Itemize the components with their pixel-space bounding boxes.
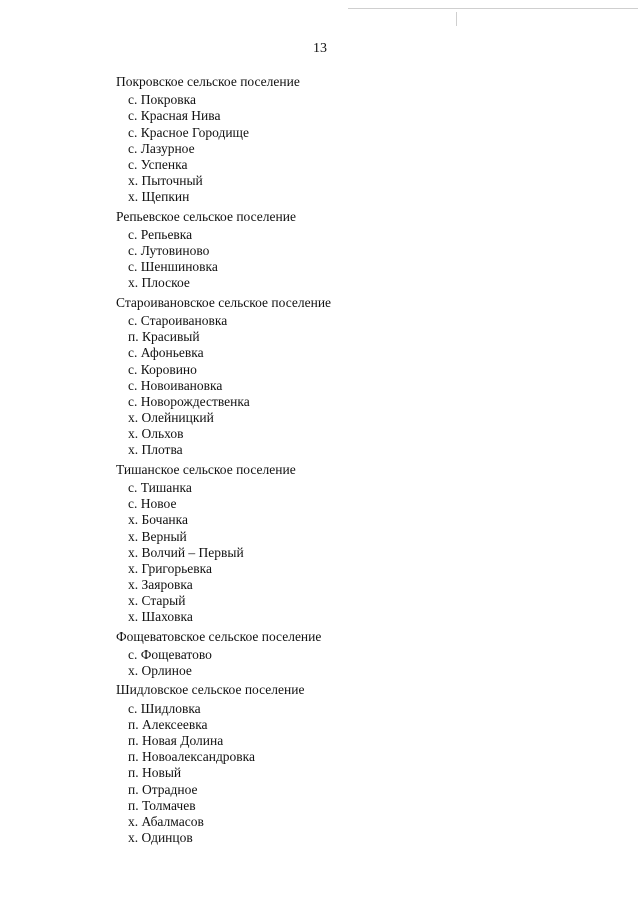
settlement-item: с. Красное Городище bbox=[128, 124, 249, 140]
settlement-item: с. Новое bbox=[128, 496, 177, 512]
settlement-list bbox=[128, 480, 596, 626]
section-title: Тишанское сельское поселение bbox=[116, 461, 296, 477]
page-number: 13 bbox=[313, 41, 327, 56]
settlement-section bbox=[116, 462, 596, 626]
settlement-item: с. Лазурное bbox=[128, 140, 195, 156]
settlement-list bbox=[128, 227, 596, 292]
scan-artifact-tick bbox=[456, 12, 457, 26]
settlement-item: с. Новорождественка bbox=[128, 393, 250, 409]
settlement-item: п. Алексеевка bbox=[128, 716, 208, 732]
settlement-section bbox=[116, 629, 596, 680]
settlement-item: х. Плотва bbox=[128, 442, 183, 458]
settlement-item: п. Толмачев bbox=[128, 797, 196, 813]
settlement-item: п. Новая Долина bbox=[128, 732, 224, 748]
settlement-item: х. Ольхов bbox=[128, 426, 184, 442]
settlement-item: х. Старый bbox=[128, 593, 186, 609]
settlement-item: х. Верный bbox=[128, 528, 187, 544]
settlement-list bbox=[128, 313, 596, 459]
section-title: Покровское сельское поселение bbox=[116, 74, 300, 89]
settlement-item: х. Волчий – Первый bbox=[128, 544, 244, 560]
settlement-item: с. Шеншиновка bbox=[128, 259, 218, 275]
settlement-item: х. Заяровка bbox=[128, 577, 193, 593]
settlement-item: х. Шаховка bbox=[128, 609, 193, 625]
settlement-item: х. Олейницкий bbox=[128, 410, 214, 426]
section-title: Шидловское сельское поселение bbox=[116, 682, 305, 698]
settlement-item: х. Бочанка bbox=[128, 512, 189, 528]
settlement-item: х. Плоское bbox=[128, 275, 190, 291]
settlement-list bbox=[128, 92, 596, 205]
scan-artifact-top-line bbox=[348, 8, 638, 9]
settlement-item: с. Новоивановка bbox=[128, 377, 223, 393]
settlement-item: х. Одинцов bbox=[128, 830, 193, 846]
settlement-section bbox=[116, 209, 596, 292]
settlement-item: с. Лутовиново bbox=[128, 243, 210, 259]
settlement-listing bbox=[116, 74, 596, 849]
section-title: Репьевское сельское поселение bbox=[116, 208, 296, 224]
settlement-list bbox=[128, 647, 596, 679]
settlement-item: п. Отрадное bbox=[128, 781, 198, 797]
settlement-item: с. Успенка bbox=[128, 157, 188, 173]
settlement-list bbox=[128, 701, 596, 847]
settlement-item: с. Фощеватово bbox=[128, 646, 212, 662]
settlement-item: п. Красивый bbox=[128, 329, 200, 345]
settlement-item: с. Покровка bbox=[128, 92, 197, 108]
settlement-item: с. Репьевка bbox=[128, 226, 193, 242]
settlement-section bbox=[116, 74, 596, 206]
settlement-item: х. Пыточный bbox=[128, 173, 203, 189]
settlement-item: х. Щепкин bbox=[128, 189, 190, 205]
section-title: Фощеватовское сельское поселение bbox=[116, 628, 322, 644]
settlement-item: х. Абалмасов bbox=[128, 813, 204, 829]
section-title: Староивановское сельское поселение bbox=[116, 294, 332, 310]
settlement-item: с. Тишанка bbox=[128, 479, 192, 495]
settlement-item: х. Орлиное bbox=[128, 663, 192, 679]
settlement-item: х. Григорьевка bbox=[128, 560, 212, 576]
settlement-item: п. Новоалександровка bbox=[128, 749, 256, 765]
settlement-section bbox=[116, 682, 596, 846]
settlement-item: с. Афоньевка bbox=[128, 345, 204, 361]
settlement-section bbox=[116, 295, 596, 459]
settlement-item: п. Новый bbox=[128, 765, 182, 781]
settlement-item: с. Шидловка bbox=[128, 700, 201, 716]
settlement-item: с. Красная Нива bbox=[128, 108, 221, 124]
settlement-item: с. Коровино bbox=[128, 361, 197, 377]
settlement-item: с. Староивановка bbox=[128, 312, 228, 328]
